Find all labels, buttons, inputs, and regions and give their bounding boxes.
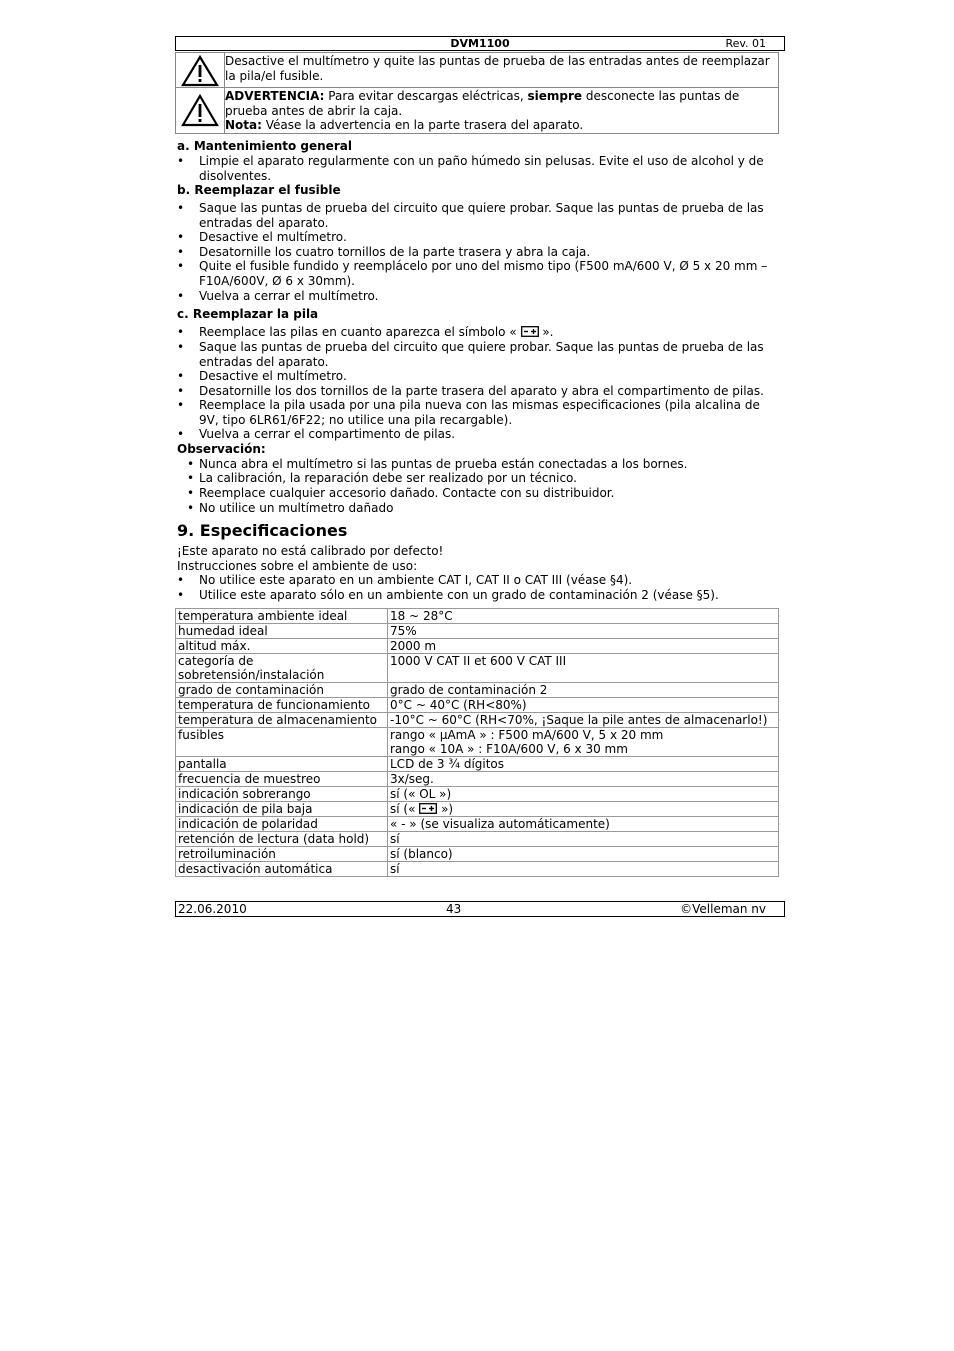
warning-text-1: Desactive el multímetro y quite las puntas de prueba de las entradas antes de reemplazar la pila/el fusible. <box>225 54 770 83</box>
page-number: 43 <box>446 902 462 916</box>
table-row: altitud máx. 2000 m <box>176 639 779 654</box>
table-row: humedad ideal 75% <box>176 624 779 639</box>
section-b-title: b. Reemplazar el fusible <box>177 183 341 197</box>
spec-table <box>175 608 779 877</box>
section-heading: 9. Especificaciones <box>177 521 348 540</box>
table-row: temperatura de almacenamiento -10°C ~ 60°C (RH<70%, ¡Saque la pile antes de almacenarlo!) <box>176 713 779 728</box>
table-row: pantalla LCD de 3 ¾ dígitos <box>176 757 779 772</box>
table-row: retención de lectura (data hold) sí <box>176 832 779 847</box>
table-row: desactivación automática sí <box>176 862 779 877</box>
page-header <box>175 36 785 51</box>
table-row: temperatura de funcionamiento 0°C ~ 40°C (RH<80%) <box>176 698 779 713</box>
table-row: grado de contaminación grado de contaminación 2 <box>176 683 779 698</box>
warning-triangle-icon <box>181 94 219 128</box>
warning-triangle-icon <box>181 55 219 87</box>
footer-copyright: ©Velleman nv <box>680 902 766 916</box>
table-row: indicación de pila baja sí (« ») <box>176 802 779 817</box>
footer-date: 22.06.2010 <box>178 902 247 916</box>
warning-box-1 <box>175 52 779 88</box>
table-row: frecuencia de muestreo 3x/seg. <box>176 772 779 787</box>
table-row: indicación de polaridad « - » (se visualiza automáticamente) <box>176 817 779 832</box>
intro-text: ¡Este aparato no está calibrado por defecto! <box>177 544 444 558</box>
intro-text: Instrucciones sobre el ambiente de uso: <box>177 559 418 573</box>
section-c-title: c. Reemplazar la pila <box>177 307 319 321</box>
revision: Rev. 01 <box>725 37 766 50</box>
table-row: fusibles rango « µAmA » : F500 mA/600 V, 5 x 20 mm rango « 10A » : F10A/600 V, 6 x 30 mm <box>176 728 779 757</box>
table-row: temperatura ambiente ideal 18 ~ 28°C <box>176 609 779 624</box>
warning-text-2: ADVERTENCIA: Para evitar descargas eléctricas, siempre desconecte las puntas de prueba antes de abrir la caja. Nota: Véase la advertencia en la parte trasera del aparato. <box>225 89 740 132</box>
table-row: indicación sobrerango sí (« OL ») <box>176 787 779 802</box>
model-name: DVM1100 <box>450 37 510 50</box>
section-a-title: a. Mantenimiento general <box>177 139 352 153</box>
battery-icon <box>521 326 539 337</box>
list-item: • Limpie el aparato regularmente con un paño húmedo sin pelusas. Evite el uso de alcohol y de disolventes. <box>177 154 764 183</box>
battery-icon <box>419 803 437 814</box>
observacion-title: Observación: <box>177 442 266 456</box>
page-footer <box>175 901 785 917</box>
warning-box-2 <box>175 87 779 134</box>
table-row: retroiluminación sí (blanco) <box>176 847 779 862</box>
table-row: categoría de sobretensión/instalación 1000 V CAT II et 600 V CAT III <box>176 654 779 683</box>
